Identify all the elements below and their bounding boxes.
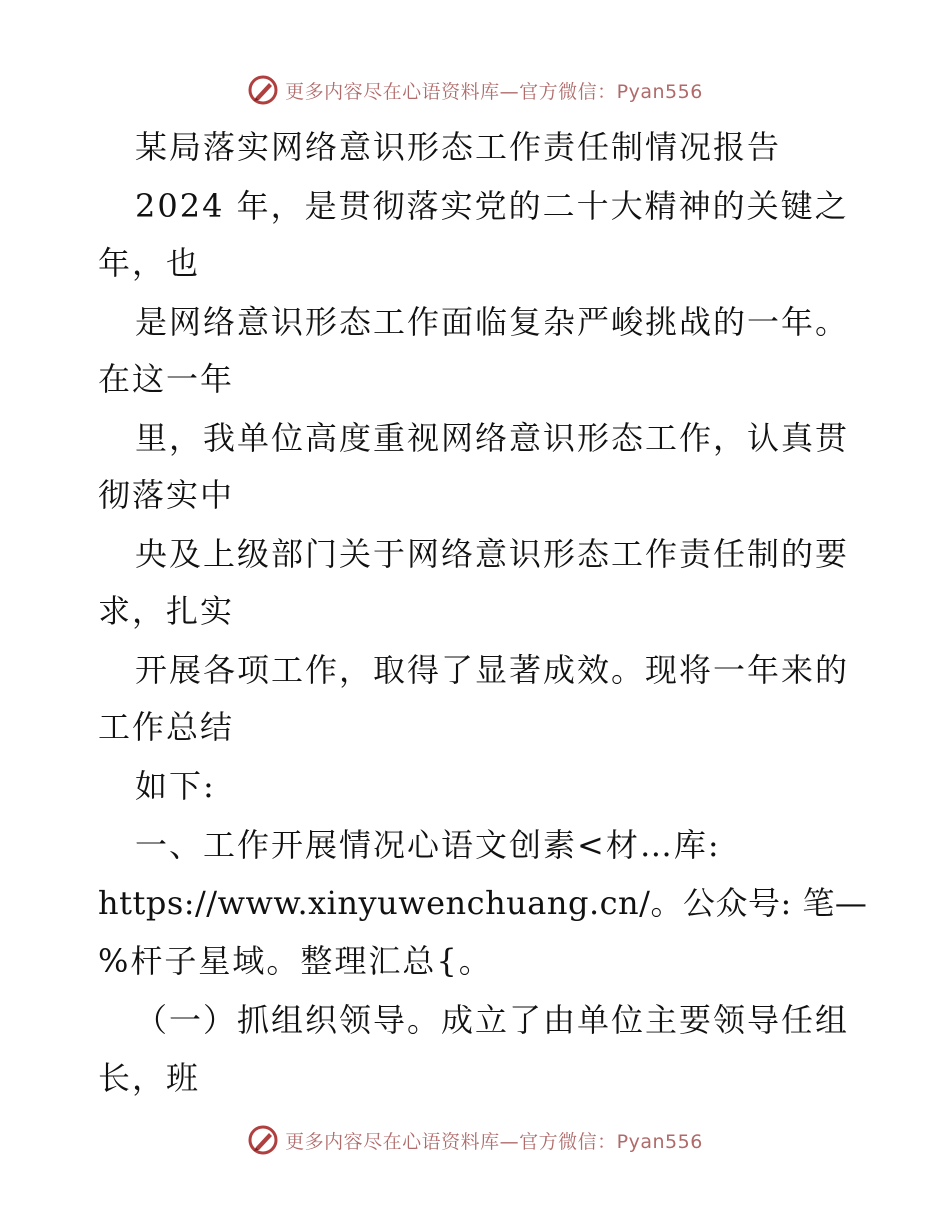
header-watermark-text: 更多内容尽在心语资料库—官方微信：Pyan556	[285, 80, 703, 103]
paragraph-line: %杆子星域。整理汇总{。	[98, 942, 493, 980]
paragraph-line: 求，扎实	[98, 592, 235, 630]
paragraph-line: 里，我单位高度重视网络意识形态工作，认真贯	[135, 419, 850, 457]
section-heading: 一、工作开展情况心语文创素<材…库:	[135, 826, 721, 864]
footer-watermark-banner	[0, 1120, 950, 1160]
paragraph-line: 在这一年	[98, 360, 235, 398]
paragraph-line: （一）抓组织领导。成立了由单位主要领导任组	[135, 1001, 850, 1039]
paragraph-line: https://www.xinyuwenchuang.cn/。公众号: 笔—	[98, 884, 868, 922]
paragraph-line: 工作总结	[98, 708, 235, 746]
paragraph-line: 彻落实中	[98, 476, 235, 514]
paragraph-line: 开展各项工作，取得了显著成效。现将一年来的	[135, 651, 850, 689]
footer-watermark-text: 更多内容尽在心语资料库—官方微信：Pyan556	[285, 1130, 703, 1153]
document-title: 某局落实网络意识形态工作责任制情况报告	[135, 128, 782, 166]
paragraph-line: 是网络意识形态工作面临复杂严峻挑战的一年。	[135, 303, 850, 341]
paragraph-line: 央及上级部门关于网络意识形态工作责任制的要	[135, 535, 850, 573]
paragraph-line: 如下:	[135, 767, 216, 805]
pen-logo-icon	[247, 1124, 279, 1156]
paragraph-line: 2024 年，是贯彻落实党的二十大精神的关键之	[135, 187, 849, 225]
paragraph-line: 年，也	[98, 244, 201, 282]
paragraph-line: 长，班	[98, 1059, 201, 1097]
